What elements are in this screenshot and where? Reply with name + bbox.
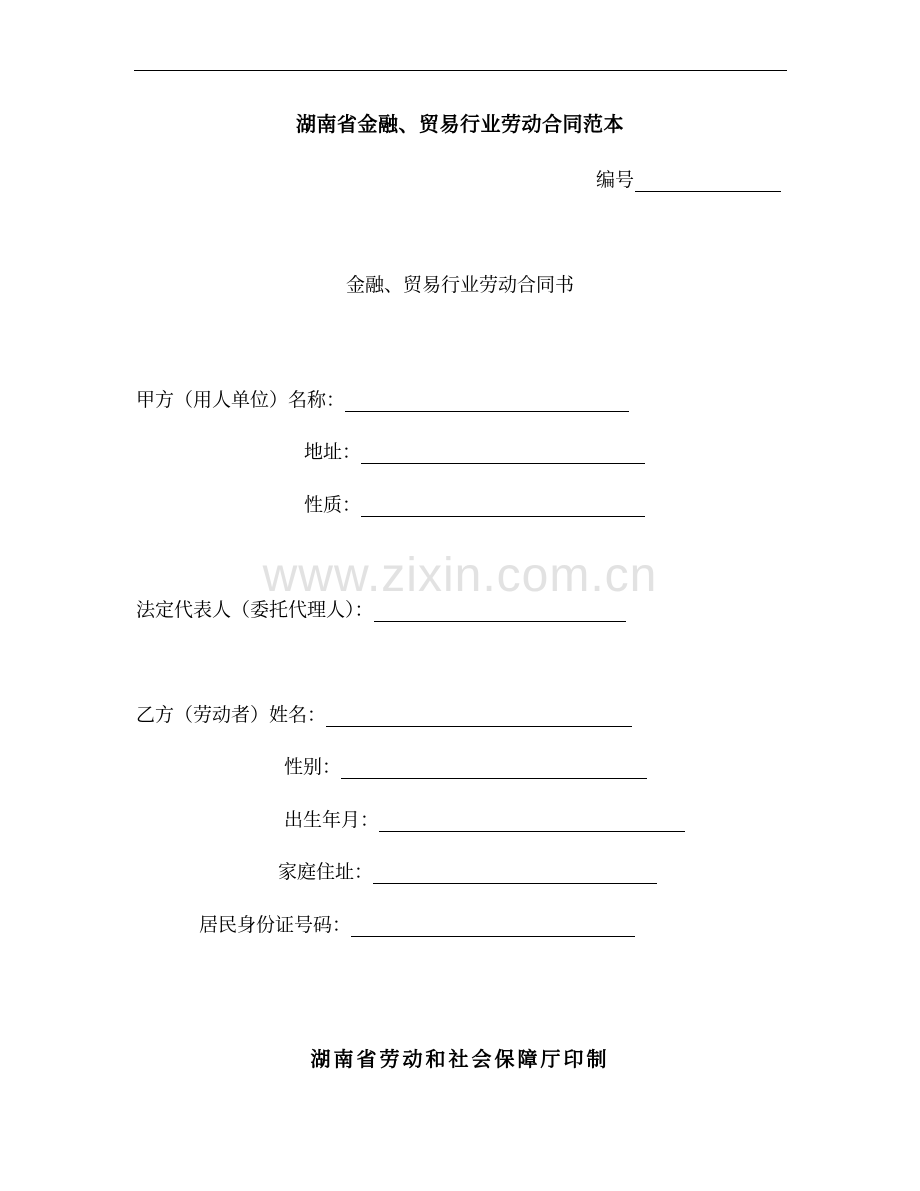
party-b-gender-field: [284, 752, 647, 779]
party-b-birth-blank[interactable]: [379, 813, 685, 832]
party-b-name-blank[interactable]: [326, 708, 632, 727]
party-a-name-field: [136, 385, 629, 412]
top-rule: [134, 70, 787, 71]
representative-label: 法定代表人（委托代理人）：: [136, 599, 374, 621]
party-b-id-field: [199, 910, 635, 937]
party-b-home-field: [278, 857, 657, 884]
party-b-home-label: 家庭住址：: [278, 861, 374, 883]
document-title: 湖南省金融、贸易行业劳动合同范本: [296, 112, 624, 136]
party-b-home-blank[interactable]: [373, 865, 657, 884]
party-b-id-blank[interactable]: [351, 918, 635, 937]
party-a-nature-blank[interactable]: [361, 498, 645, 517]
representative-blank[interactable]: [374, 603, 626, 622]
party-a-name-label: 甲方（用人单位）名称：: [136, 389, 346, 411]
party-a-address-blank[interactable]: [361, 445, 645, 464]
contract-number-row: [596, 165, 781, 192]
party-a-nature-label: 性质：: [304, 494, 362, 516]
party-b-birth-label: 出生年月：: [284, 809, 380, 831]
party-b-name-label: 乙方（劳动者）姓名：: [136, 704, 327, 726]
contract-number-blank[interactable]: [635, 171, 781, 192]
party-a-address-label: 地址：: [304, 441, 362, 463]
party-b-birth-field: [284, 805, 685, 832]
contract-number-label: 编号: [596, 169, 635, 191]
representative-field: [136, 595, 626, 622]
party-b-name-field: [136, 700, 632, 727]
party-b-gender-label: 性别：: [284, 756, 342, 778]
party-b-id-label: 居民身份证号码：: [199, 914, 352, 936]
party-a-nature-field: [304, 490, 645, 517]
party-b-gender-blank[interactable]: [341, 760, 647, 779]
watermark: www.zixin.com.cn: [262, 549, 658, 602]
party-a-name-blank[interactable]: [345, 393, 629, 412]
party-a-address-field: [304, 437, 645, 464]
issuer-footer: 湖南省劳动和社会保障厅印制: [310, 1047, 610, 1071]
document-subtitle: 金融、贸易行业劳动合同书: [345, 274, 574, 296]
